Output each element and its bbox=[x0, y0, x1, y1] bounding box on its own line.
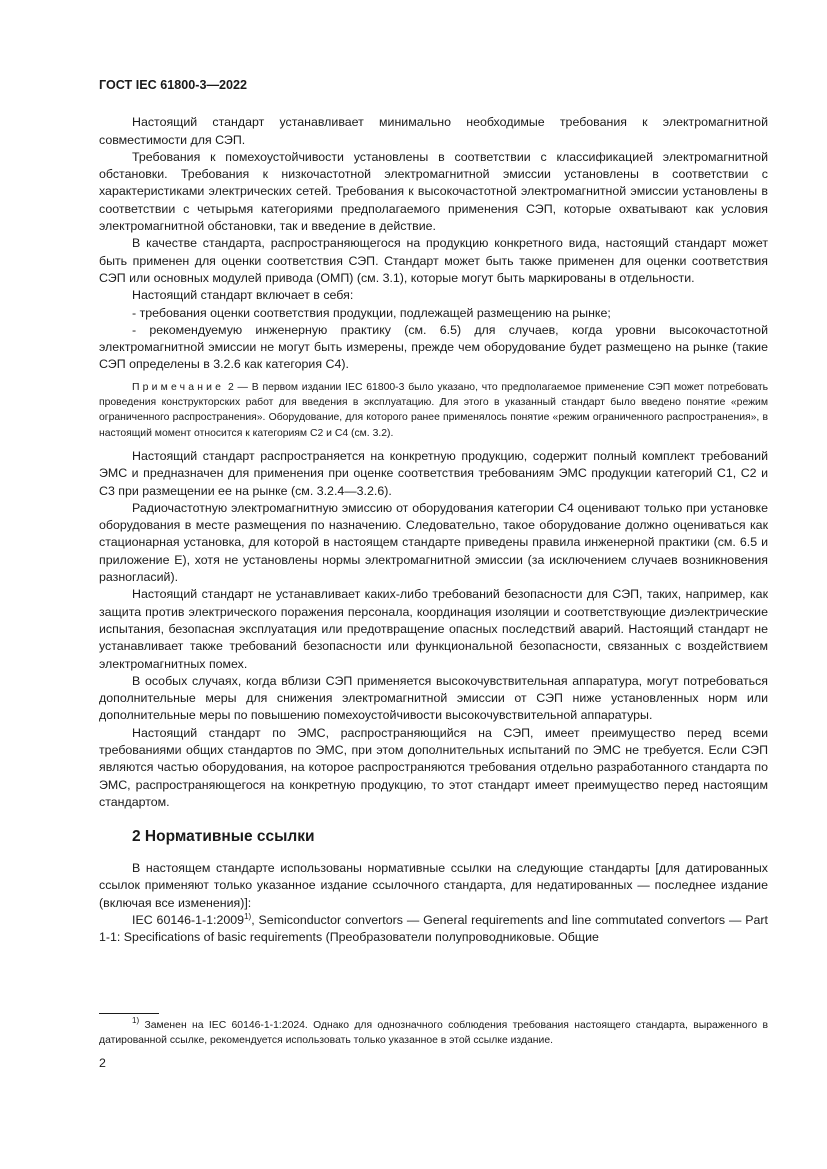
paragraph: Радиочастотную электромагнитную эмиссию от оборудования категории С4 оценивают только при установке оборудования в месте размещения по назначению. Следовательно, такое оборудование должно оцениваться как стационарная установка, для которой в настоящем стандарте приведены правила инженерной практики (см. 6.5 и приложение Е), хотя не установлены нормы электромагнитной эмиссии (за исключением случаев возникновения разногласий). bbox=[99, 500, 768, 585]
footnote bbox=[99, 1018, 768, 1049]
list-item bbox=[99, 305, 768, 322]
page-number: 2 bbox=[99, 1056, 106, 1070]
note-label: Примечание bbox=[132, 381, 225, 393]
paragraph: Настоящий стандарт включает в себя: bbox=[132, 288, 354, 303]
footnote-ref-mark[interactable]: 1) bbox=[244, 912, 252, 922]
paragraph: Настоящий стандарт не устанавливает каких-либо требований безопасности для СЭП, таких, например, как защита против электрического поражения персонала, координация изоляции и соответствующие диэлектрические испытания, безопасная эксплуатация или предотвращение опасных последствий аварий. Настоящий стандарт не устанавливает также требований безопасности или функциональной безопасности, связанных с воздействием электромагнитных помех. bbox=[99, 587, 768, 671]
paragraph: Настоящий стандарт устанавливает минимально необходимые требования к электромагнитной совместимости для СЭП. bbox=[99, 115, 768, 147]
footnote-mark: 1) bbox=[132, 1016, 140, 1025]
note bbox=[99, 380, 768, 441]
paragraph: В настоящем стандарте использованы нормативные ссылки на следующие стандарты [для датированных ссылок применяют только указанное издание ссылочного стандарта, для недатированных — последнее издание (включая все изменения)]: bbox=[99, 861, 768, 910]
list-item-text: - требования оценки соответствия продукции, подлежащей размещению на рынке; bbox=[132, 305, 611, 320]
section-1-body bbox=[99, 114, 768, 811]
paragraph: Требования к помехоустойчивости установлены в соответствии с классификацией электромагнитной обстановки. Требования к низкочастотной электромагнитной эмиссии установлены в соответствии с характеристиками электрических сетей. Требования к высокочастотной электромагнитной эмиссии установлены в соответствии с четырьмя категориями предполагаемого применения СЭП, которые охватывают как условия электромагнитной обстановки, так и введение в действие. bbox=[99, 149, 768, 234]
reference-entry bbox=[99, 912, 768, 947]
list-item: - рекомендуемую инженерную практику (см. 6.5) для случаев, когда уровни высокочастотной электромагнитной эмиссии не могут быть измерены, прежде чем оборудование будет размещено на рынке (такие СЭП определены в 3.2.6 как категория С4). bbox=[99, 322, 768, 372]
paragraph: В качестве стандарта, распространяющегося на продукцию конкретного вида, настоящий стандарт может быть применен для оценки соответствия СЭП. Стандарт может быть также применен для оценки соответствия СЭП или основных модулей привода (ОМП) (см. 3.1), которые могут быть маркированы в отдельности. bbox=[99, 236, 768, 285]
page-header: ГОСТ IEC 61800-3—2022 bbox=[99, 78, 248, 92]
reference-code: IEC 60146-1-1:2009 bbox=[132, 913, 245, 928]
paragraph: В особых случаях, когда вблизи СЭП применяется высокочувствительная аппаратура, могут потребоваться дополнительные меры для снижения электромагнитной эмиссии от СЭП ниже установленных норм или дополнительные меры по повышению помехоустойчивости высокочувствительной аппаратуры. bbox=[99, 673, 768, 723]
reference-title: , Semiconductor convertors — General requirements and line commutated convertors — Part 1-1: Specifications of basic requirements (Преобразователи полупроводниковые. Общие bbox=[99, 913, 768, 945]
paragraph: Настоящий стандарт по ЭМС, распространяющийся на СЭП, имеет преимущество перед всеми требованиями общих стандартов по ЭМС, при этом дополнительных испытаний по ЭМС не требуется. Если СЭП являются частью оборудования, на которое распространяются требования отдельно разработанного стандарта по ЭМС, распространяющегося на конкретную продукцию, то этот стандарт имеет преимущество перед настоящим стандартом. bbox=[99, 725, 768, 809]
section-2-heading: 2 Нормативные ссылки bbox=[132, 828, 315, 846]
paragraph: Настоящий стандарт распространяется на конкретную продукцию, содержит полный комплект требований ЭМС и предназначен для применения при оценке соответствия требованиям ЭМС продукции категорий С1, С2 и С3 при размещении ее на рынке (см. 3.2.4—3.2.6). bbox=[99, 448, 768, 498]
footnote-divider bbox=[99, 1013, 159, 1014]
footnote-text: Заменен на IEC 60146-1-1:2024. Однако для однозначного соблюдения требования настоящего стандарта, выраженного в датированной ссылке, рекомендуется использовать только указанное в этой ссылке издание. bbox=[99, 1020, 768, 1047]
section-2-body bbox=[99, 860, 768, 946]
note-text: 2 — В первом издании IEC 61800-3 было указано, что предполагаемое применение СЭП может потребовать проведения конструкторских работ для введения в эксплуатацию. Для этого в указанный стандарт было введено понятие «режим ограниченного распространения». Оборудование, для которого ранее применялось понятие «режим ограниченного распространения», в настоящий момент относится к категориям С2 и С4 (см. 3.2). bbox=[99, 381, 768, 439]
